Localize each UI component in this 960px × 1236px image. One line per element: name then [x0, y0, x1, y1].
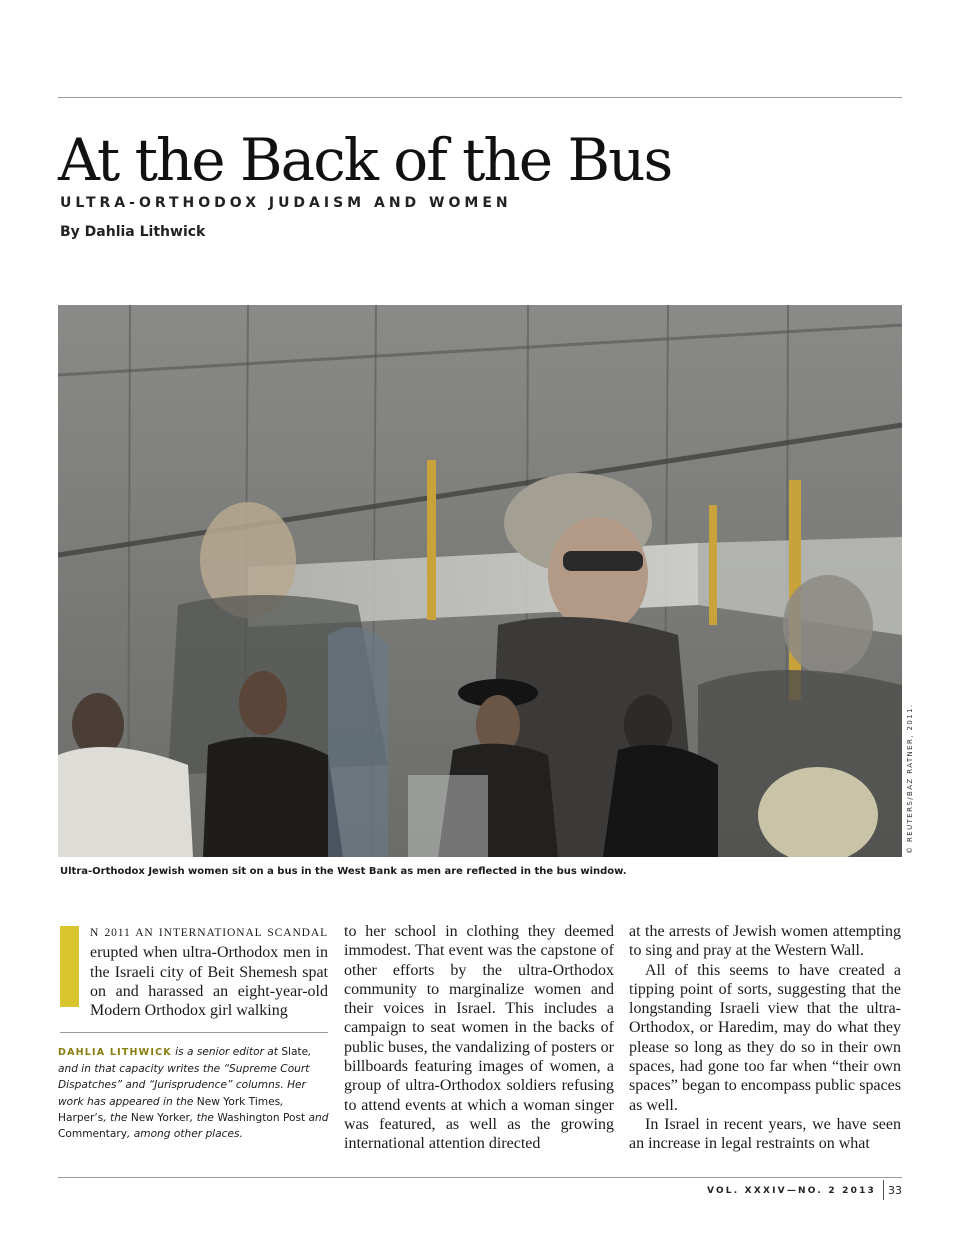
article-subtitle: ULTRA-ORTHODOX JUDAISM AND WOMEN [60, 195, 512, 211]
bio-publication: New Yorker [130, 1111, 190, 1124]
footer-volume: VOL. XXXIV—NO. 2 2013 [706, 1186, 876, 1196]
photo-caption: Ultra-Orthodox Jewish women sit on a bus in the West Bank as men are reflected in the bus window. [60, 866, 627, 877]
bio-publication: Washington Post [217, 1111, 306, 1124]
article-photo [58, 305, 902, 857]
body-paragraph-2: to her school in clothing they deemed immodest. That event was the capstone of other efforts by the ultra-Orthodox community to marginalize women and their voices in Israel. This includes a campaign to seat women in the backs of public buses, the vandalizing of posters or billboards featuring images of women, a group of ultra-Orthodox soldiers refusing to attend events at which a woman singer was featured, as well as the growing international attention directed [344, 923, 614, 1153]
bottom-rule [58, 1177, 902, 1178]
photo-credit: © REUTERS/BAZ RATNER, 2011. [906, 703, 914, 854]
bio-publication: Harper’s [58, 1111, 104, 1124]
footer-separator [883, 1180, 884, 1200]
body-column-2 [344, 922, 614, 1154]
body-column-1 [60, 922, 328, 1020]
lead-small-caps: N 2011 AN INTERNATIONAL SCANDAL [90, 927, 328, 939]
page-number: 33 [888, 1184, 902, 1197]
body-paragraph-3: at the arrests of Jewish women attempting to sing and pray at the Western Wall. [629, 923, 901, 960]
article-byline: By Dahlia Lithwick [60, 224, 206, 240]
body-paragraph-1: erupted when ultra-Orthodox men in the Israeli city of Beit Shemesh spat on and harassed an eight-year-old Modern Orthodox girl walking [90, 944, 328, 1020]
body-paragraph-5: In Israel in recent years, we have seen an increase in legal restraints on what [629, 1115, 901, 1153]
bio-author-name: DAHLIA LITHWICK [58, 1047, 172, 1058]
bio-publication: Commentary [58, 1128, 128, 1141]
bio-publication: Slate [281, 1046, 309, 1058]
body-paragraph-4: All of this seems to have created a tipping point of sorts, suggesting that the longstanding Israeli view that the ultra-Orthodox, or Haredim, may do what they please so long as they do so in their own spaces, had gone too far when “their own spaces” began to encompass public spaces as well. [629, 961, 901, 1114]
body-column-3 [629, 922, 901, 1154]
author-bio: DAHLIA LITHWICK is a senior editor at Slate, and in that capacity writes the “Supreme Court Dispatches” and “Jurisprudence” columns. Her work has appeared in the New York Times, Harper’s, the New Yorker, the Washington Post and Commentary, among other places. [58, 1046, 329, 1141]
top-rule [58, 97, 902, 98]
article-title: At the Back of the Bus [58, 126, 672, 194]
bio-publication: New York Times [196, 1095, 281, 1108]
bio-divider [60, 1032, 328, 1033]
